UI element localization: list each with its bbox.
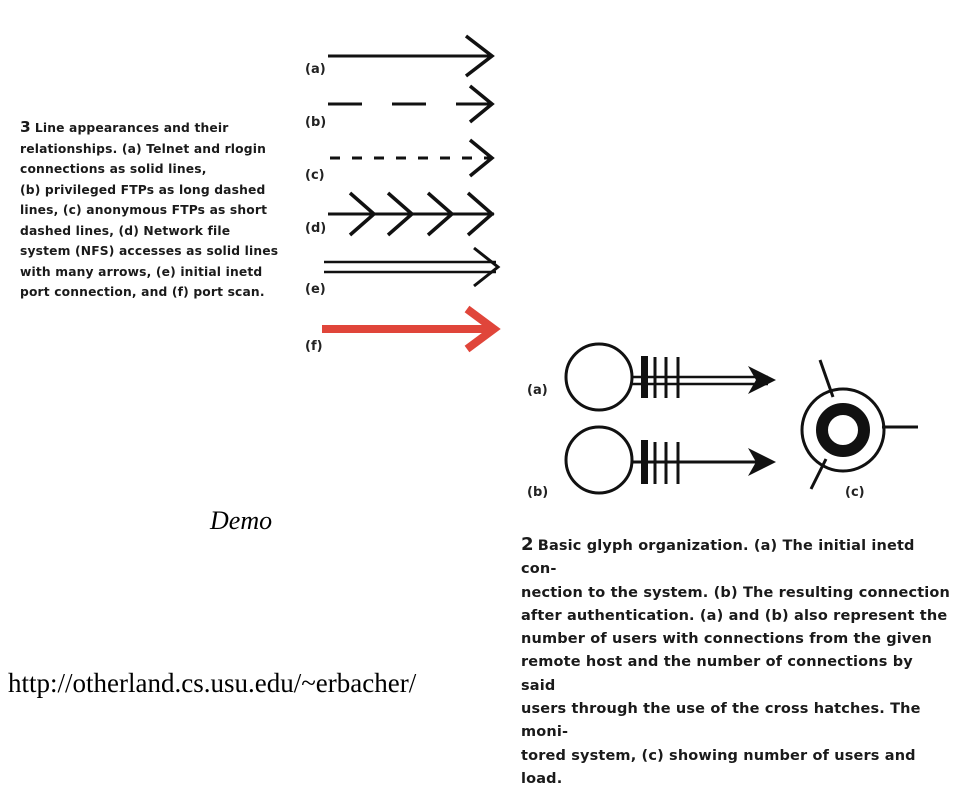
demo-label: Demo [210, 506, 273, 535]
figure-2-caption-line-0: 2 Basic glyph organization. (a) The initial inetd con- [521, 534, 915, 578]
figure-2-number: 2 [521, 534, 534, 555]
glyph-label-a: (a) [527, 383, 548, 398]
line-label-b: (b) [305, 115, 327, 130]
line-e-double-arrow [324, 248, 498, 286]
figure-3-caption-line-6: system (NFS) accesses as solid lines [20, 244, 279, 258]
figure-2-caption-line-5: users through the use of the cross hatches. The moni- [521, 701, 921, 741]
figure-3-caption-line-2: connections as solid lines, [20, 162, 207, 176]
line-label-d: (d) [305, 221, 327, 236]
figure-3-caption-line-1: relationships. (a) Telnet and rlogin [20, 141, 266, 156]
line-c-short-dashed-arrow [330, 140, 492, 176]
figure-3-caption-line-4: lines, (c) anonymous FTPs as short [20, 203, 268, 217]
glyph-a-initial-connection [566, 344, 776, 410]
figure-2-caption [521, 533, 951, 791]
glyph-b-authenticated-connection [566, 427, 776, 493]
line-label-e: (e) [305, 282, 326, 297]
figure-2-caption-line-4: remote host and the number of connections by said [521, 654, 913, 694]
line-b-long-dashed-arrow [328, 86, 492, 122]
figure-3-caption-line-8: port connection, and (f) port scan. [20, 285, 265, 299]
figure-3-number: 3 [20, 118, 31, 136]
line-label-a: (a) [305, 62, 326, 77]
glyph-label-b: (b) [527, 485, 549, 500]
glyph-c-monitored-system [802, 360, 918, 489]
figure-2-caption-line-6: tored system, (c) showing number of users and load. [521, 747, 916, 787]
figure-3-caption-line-5: dashed lines, (d) Network file [20, 223, 231, 238]
figure-3-caption-line-7: with many arrows, (e) initial inetd [20, 264, 263, 279]
figure-2-caption-line-3: number of users with connections from the given [521, 631, 932, 648]
glyph-label-c: (c) [845, 485, 865, 500]
figure-3-caption-line-3: (b) privileged FTPs as long dashed [20, 182, 266, 197]
line-d-multi-arrow [328, 193, 494, 235]
figure-2-caption-line-1: nection to the system. (b) The resulting connection [521, 584, 951, 601]
figure-3-caption-line-0: 3 Line appearances and their [20, 118, 229, 136]
source-url-link[interactable]: http://otherland.cs.usu.edu/~erbacher/ [8, 668, 417, 698]
figure-2-caption-line-2: after authentication. (a) and (b) also represent the [521, 607, 948, 624]
line-f-port-scan-arrow [322, 309, 494, 349]
line-a-solid-arrow [328, 36, 492, 76]
line-label-c: (c) [305, 168, 325, 183]
line-label-f: (f) [305, 339, 323, 354]
